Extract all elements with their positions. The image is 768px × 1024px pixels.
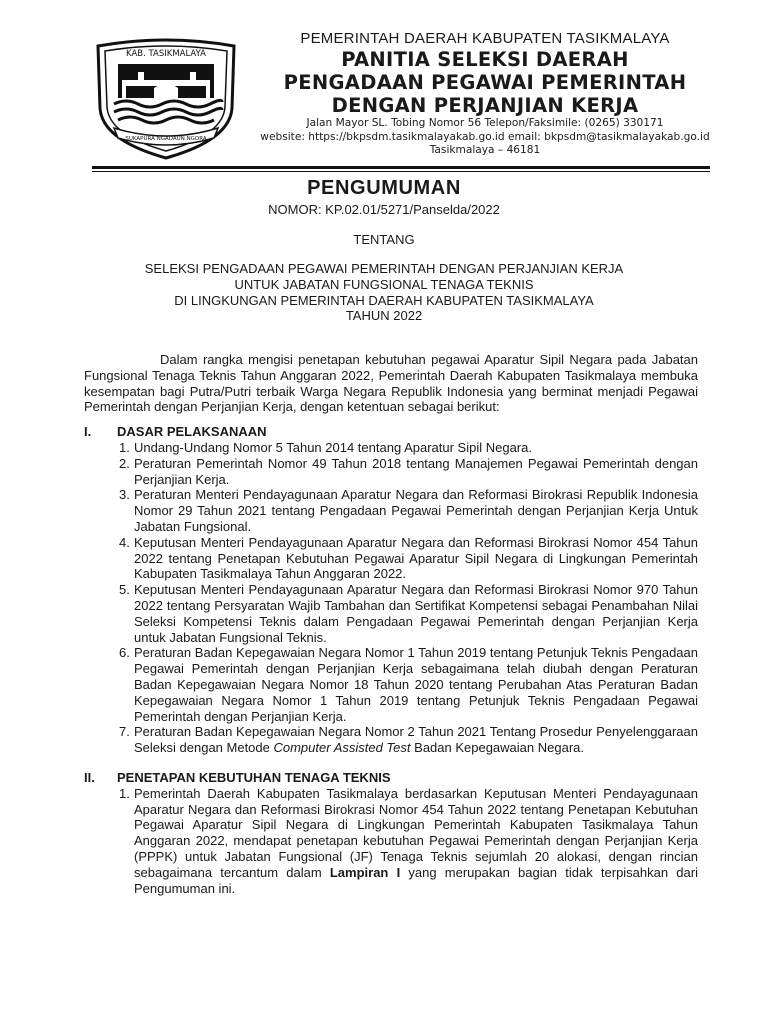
item-number: 5. xyxy=(119,582,130,598)
item-text-part: Pemerintah Daerah Kabupaten Tasikmalaya berdasarkan Keputusan Menteri Pendayagunaan Aparatur Negara dan Reformasi Birokrasi Nomor 454 Tahun 2022 tentang Penetapan Kebutuhan Pegawai Aparatur Sipil Negara di Lingkungan Pemerintah Kabupaten Tasikmalaya Tahun Anggaran 2022, mendapat penetapan kebutuhan Pegawai Pemerintah dengan Perjanjian Kerja (PPPK) untuk Jabatan Fungsional (JF) Tenaga Teknis sejumlah 20 alokasi, dengan rincian sebagaimana tercantum dalam xyxy=(134,785,698,880)
logo-text-bottom: SUKAPURA NGADAUN NGORA xyxy=(125,136,207,142)
legal-basis-list xyxy=(84,440,698,756)
organization-name: PEMERINTAH DAERAH KABUPATEN TASIKMALAYA xyxy=(300,30,670,47)
needs-list xyxy=(84,786,698,897)
list-item xyxy=(117,582,698,645)
logo-text-top: KAB. TASIKMALAYA xyxy=(126,49,206,59)
list-item xyxy=(117,645,698,724)
announcement-subject xyxy=(0,261,768,324)
list-item xyxy=(117,456,698,488)
item-number: 3. xyxy=(119,487,130,503)
item-text-italic: Computer Assisted Test xyxy=(273,740,411,756)
list-item xyxy=(117,487,698,534)
letterhead-divider-thin xyxy=(92,171,710,172)
committee-line-1: PANITIA SELEKSI DAERAH xyxy=(341,48,629,71)
section-heading xyxy=(84,424,698,440)
list-item xyxy=(117,786,698,897)
subject-line-2: UNTUK JABATAN FUNGSIONAL TENAGA TEKNIS xyxy=(234,276,534,292)
subject-line-3: DI LINGKUNGAN PEMERINTAH DAERAH KABUPATEN TASIKMALAYA xyxy=(174,292,594,308)
section-title: DASAR PELAKSANAAN xyxy=(117,424,267,440)
list-item xyxy=(117,724,698,756)
announcement-heading: PENGUMUMAN xyxy=(307,177,461,199)
committee-line-2: PENGADAAN PEGAWAI PEMERINTAH xyxy=(283,71,687,94)
item-number: 4. xyxy=(119,534,130,550)
announcement-about: TENTANG xyxy=(353,232,415,247)
letterhead-divider-thick xyxy=(92,166,710,169)
document-body xyxy=(84,352,698,896)
item-text: Undang-Undang Nomor 5 Tahun 2014 tentang Aparatur Sipil Negara. xyxy=(134,439,532,455)
section-number: I. xyxy=(84,424,92,440)
list-item xyxy=(117,440,698,456)
section-penetapan-kebutuhan xyxy=(84,770,698,896)
list-item xyxy=(117,535,698,582)
item-number: 6. xyxy=(119,645,130,661)
item-number: 2. xyxy=(119,455,130,471)
announcement-number: NOMOR: KP.02.01/5271/Panselda/2022 xyxy=(268,202,500,217)
item-text: Keputusan Menteri Pendayagunaan Aparatur Negara dan Reformasi Birokrasi Nomor 970 Tahun 2022 tentang Persyaratan Wajib Tambahan dan Sertifikat Kompetensi sebagai Penambahan Nilai Seleksi Kompetensi Teknis dalam Pengadaan Pegawai Pemerintah dengan Perjanjian Kerja untuk Jabatan Fungsional Teknis. xyxy=(134,582,698,645)
section-heading xyxy=(84,770,698,786)
item-text xyxy=(134,786,698,897)
item-number: 7. xyxy=(119,724,130,740)
item-text: Peraturan Menteri Pendayagunaan Aparatur Negara dan Reformasi Birokrasi Republik Indonesia Nomor 29 Tahun 2021 tentang Pengadaan Pegawai Pemerintah dengan Perjanjian Kerja Untuk Jabatan Fungsional. xyxy=(134,487,698,534)
address: Jalan Mayor SL. Tobing Nomor 56 Telepon/Faksimile: (0265) 330171 xyxy=(306,117,664,129)
item-number: 1. xyxy=(119,785,130,801)
section-title: PENETAPAN KEBUTUHAN TENAGA TEKNIS xyxy=(117,769,391,785)
subject-line-4: TAHUN 2022 xyxy=(345,308,423,324)
item-text: Peraturan Pemerintah Nomor 49 Tahun 2018 tentang Manajemen Pegawai Pemerintah dengan Perjanjian Kerja. xyxy=(134,455,698,487)
item-text-part: Peraturan Badan Kepegawaian Negara Nomor 2 Tahun 2021 Tentang Prosedur Penyelenggaraan Seleksi dengan Metode xyxy=(134,724,698,756)
letterhead xyxy=(250,30,720,158)
committee-line-3: DENGAN PERJANJIAN KERJA xyxy=(331,94,639,117)
item-text: Peraturan Badan Kepegawaian Negara Nomor 1 Tahun 2019 tentang Petunjuk Teknis Pengadaan Pegawai Pemerintah dengan Perjanjian Kerja sebagaimana telah diubah dengan Peraturan Badan Kepegawaian Negara Nomor 18 Tahun 2020 tentang Perubahan Atas Peraturan Badan Kepegawaian Negara Nomor 1 Tahun 2019 tentang Petunjuk Teknis Pengadaan Pegawai Pemerintah dengan Perjanjian Kerja. xyxy=(134,645,698,724)
regency-coat-of-arms-logo xyxy=(92,36,240,160)
item-text xyxy=(134,724,698,756)
intro-paragraph: Dalam rangka mengisi penetapan kebutuhan pegawai Aparatur Sipil Negara pada Jabatan Fungsional Tenaga Teknis Tahun Anggaran 2022, Pemerintah Daerah Kabupaten Tasikmalaya membuka kesempatan bagi Putra/Putri terbaik Warga Negara Republik Indonesia yang berminat menjadi Pegawai Pemerintah dengan Perjanjian Kerja, dengan ketentuan sebagai berikut: xyxy=(84,352,698,415)
section-number: II. xyxy=(84,769,95,785)
website-email: website: https://bkpsdm.tasikmalayakab.go.id email: bkpsdm@tasikmalayakab.go.id xyxy=(260,130,710,143)
item-text-bold: Lampiran I xyxy=(329,864,401,880)
item-text: Keputusan Menteri Pendayagunaan Aparatur Negara dan Reformasi Birokrasi Nomor 454 Tahun 2022 tentang Penetapan Kebutuhan Pegawai Aparatur Sipil Negara di Lingkungan Pemerintah Kabupaten Tasikmalaya Tahun Anggaran 2022. xyxy=(134,534,698,582)
item-text-part: yang merupakan bagian tidak terpisahkan dari Pengumuman ini. xyxy=(134,864,698,896)
item-number: 1. xyxy=(119,439,130,455)
spacer xyxy=(84,756,698,770)
item-text-part: Badan Kepegawaian Negara. xyxy=(410,740,584,756)
subject-line-1: SELEKSI PENGADAAN PEGAWAI PEMERINTAH DENGAN PERJANJIAN KERJA xyxy=(144,261,624,276)
city: Tasikmalaya – 46181 xyxy=(429,144,541,156)
section-dasar-pelaksanaan xyxy=(84,424,698,756)
